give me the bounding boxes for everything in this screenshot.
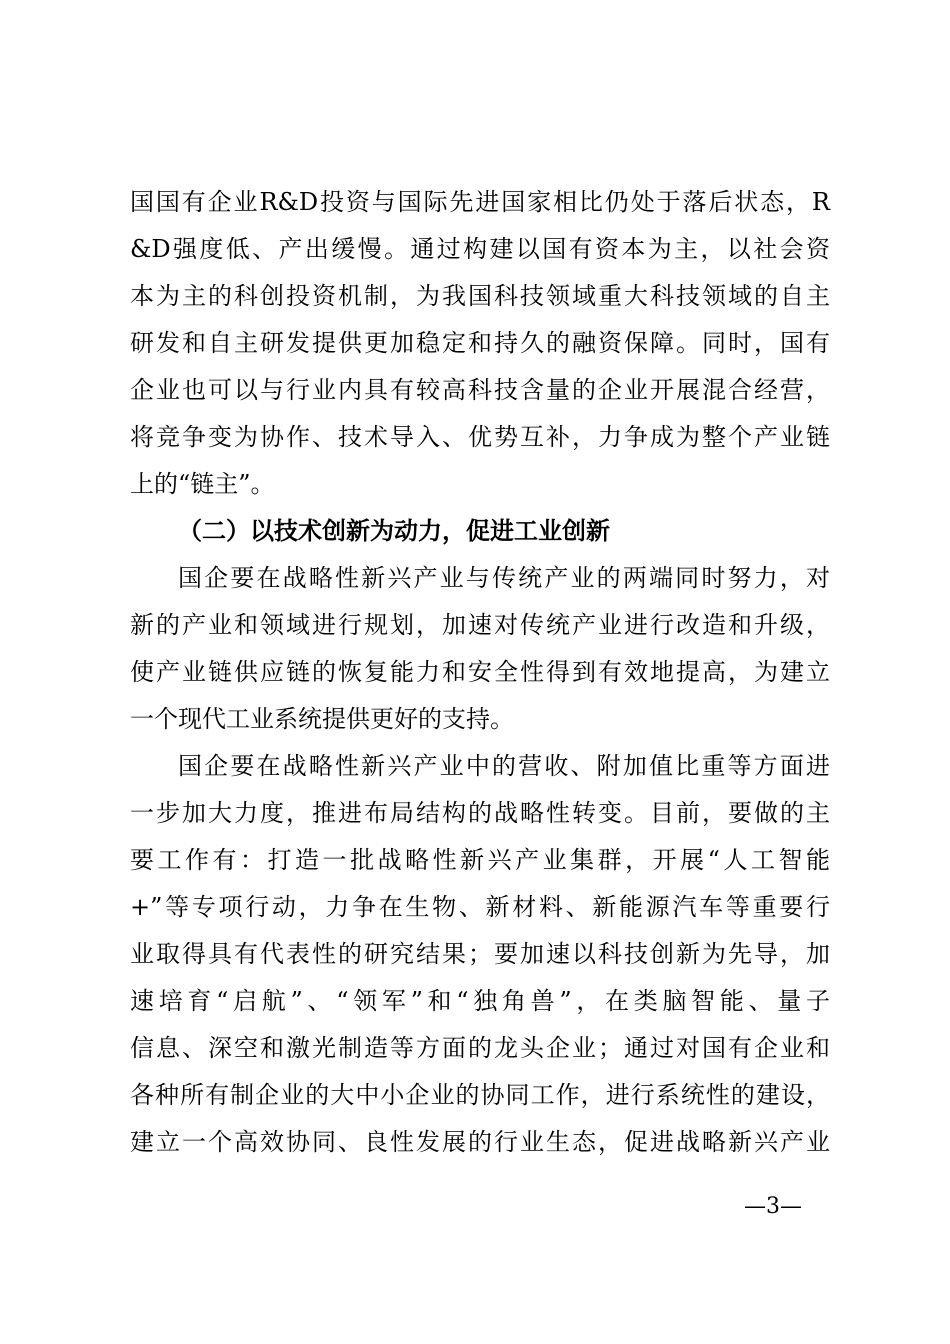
paragraph-2-line-4: 一个现代工业系统提供更好的支持。 xyxy=(130,705,514,733)
paragraph-2-line-2: 新的产业和领域进行规划，加速对传统产业进行改造和升级， xyxy=(130,611,830,639)
paragraph-3-line-3: 要工作有：打造一批战略性新兴产业集群，开展“人工智能 xyxy=(130,846,830,874)
section-heading: （二）以技术创新为动力，促进工业创新 xyxy=(178,516,610,545)
paragraph-1-line-5: 企业也可以与行业内具有较高科技含量的企业开展混合经营， xyxy=(130,376,830,404)
paragraph-3-line-9: 建立一个高效协同、良性发展的行业生态，促进战略新兴产业 xyxy=(130,1128,830,1156)
paragraph-2-line-3: 使产业链供应链的恢复能力和安全性得到有效地提高，为建立 xyxy=(130,658,830,686)
page-number: —3— xyxy=(744,1194,802,1219)
paragraph-3-line-1: 国企要在战略性新兴产业中的营收、附加值比重等方面进 xyxy=(178,752,830,780)
paragraph-3-line-4: +”等专项行动，力争在生物、新材料、新能源汽车等重要行 xyxy=(130,893,830,921)
paragraph-1-line-3: 本为主的科创投资机制，为我国科技领域重大科技领域的自主 xyxy=(130,282,830,310)
paragraph-3-line-6: 速培育“启航”、“领军”和“独角兽”，在类脑智能、量子 xyxy=(130,987,830,1015)
paragraph-1-line-4: 研发和自主研发提供更加稳定和持久的融资保障。同时，国有 xyxy=(130,329,830,357)
paragraph-3-line-5: 业取得具有代表性的研究结果；要加速以科技创新为先导，加 xyxy=(130,940,830,968)
paragraph-3-line-7: 信息、深空和激光制造等方面的龙头企业；通过对国有企业和 xyxy=(130,1034,830,1062)
paragraph-1-line-1: 国国有企业R&D投资与国际先进国家相比仍处于落后状态，R xyxy=(130,188,830,216)
paragraph-3-line-2: 一步加大力度，推进布局结构的战略性转变。目前，要做的主 xyxy=(130,799,830,827)
paragraph-1-line-7: 上的“链主”。 xyxy=(130,470,275,498)
paragraph-1-line-2: &D强度低、产出缓慢。通过构建以国有资本为主，以社会资 xyxy=(130,235,830,263)
paragraph-3-line-8: 各种所有制企业的大中小企业的协同工作，进行系统性的建设， xyxy=(130,1081,830,1109)
paragraph-2-line-1: 国企要在战略性新兴产业与传统产业的两端同时努力，对 xyxy=(178,564,830,592)
paragraph-1-line-6: 将竞争变为协作、技术导入、优势互补，力争成为整个产业链 xyxy=(130,423,830,451)
